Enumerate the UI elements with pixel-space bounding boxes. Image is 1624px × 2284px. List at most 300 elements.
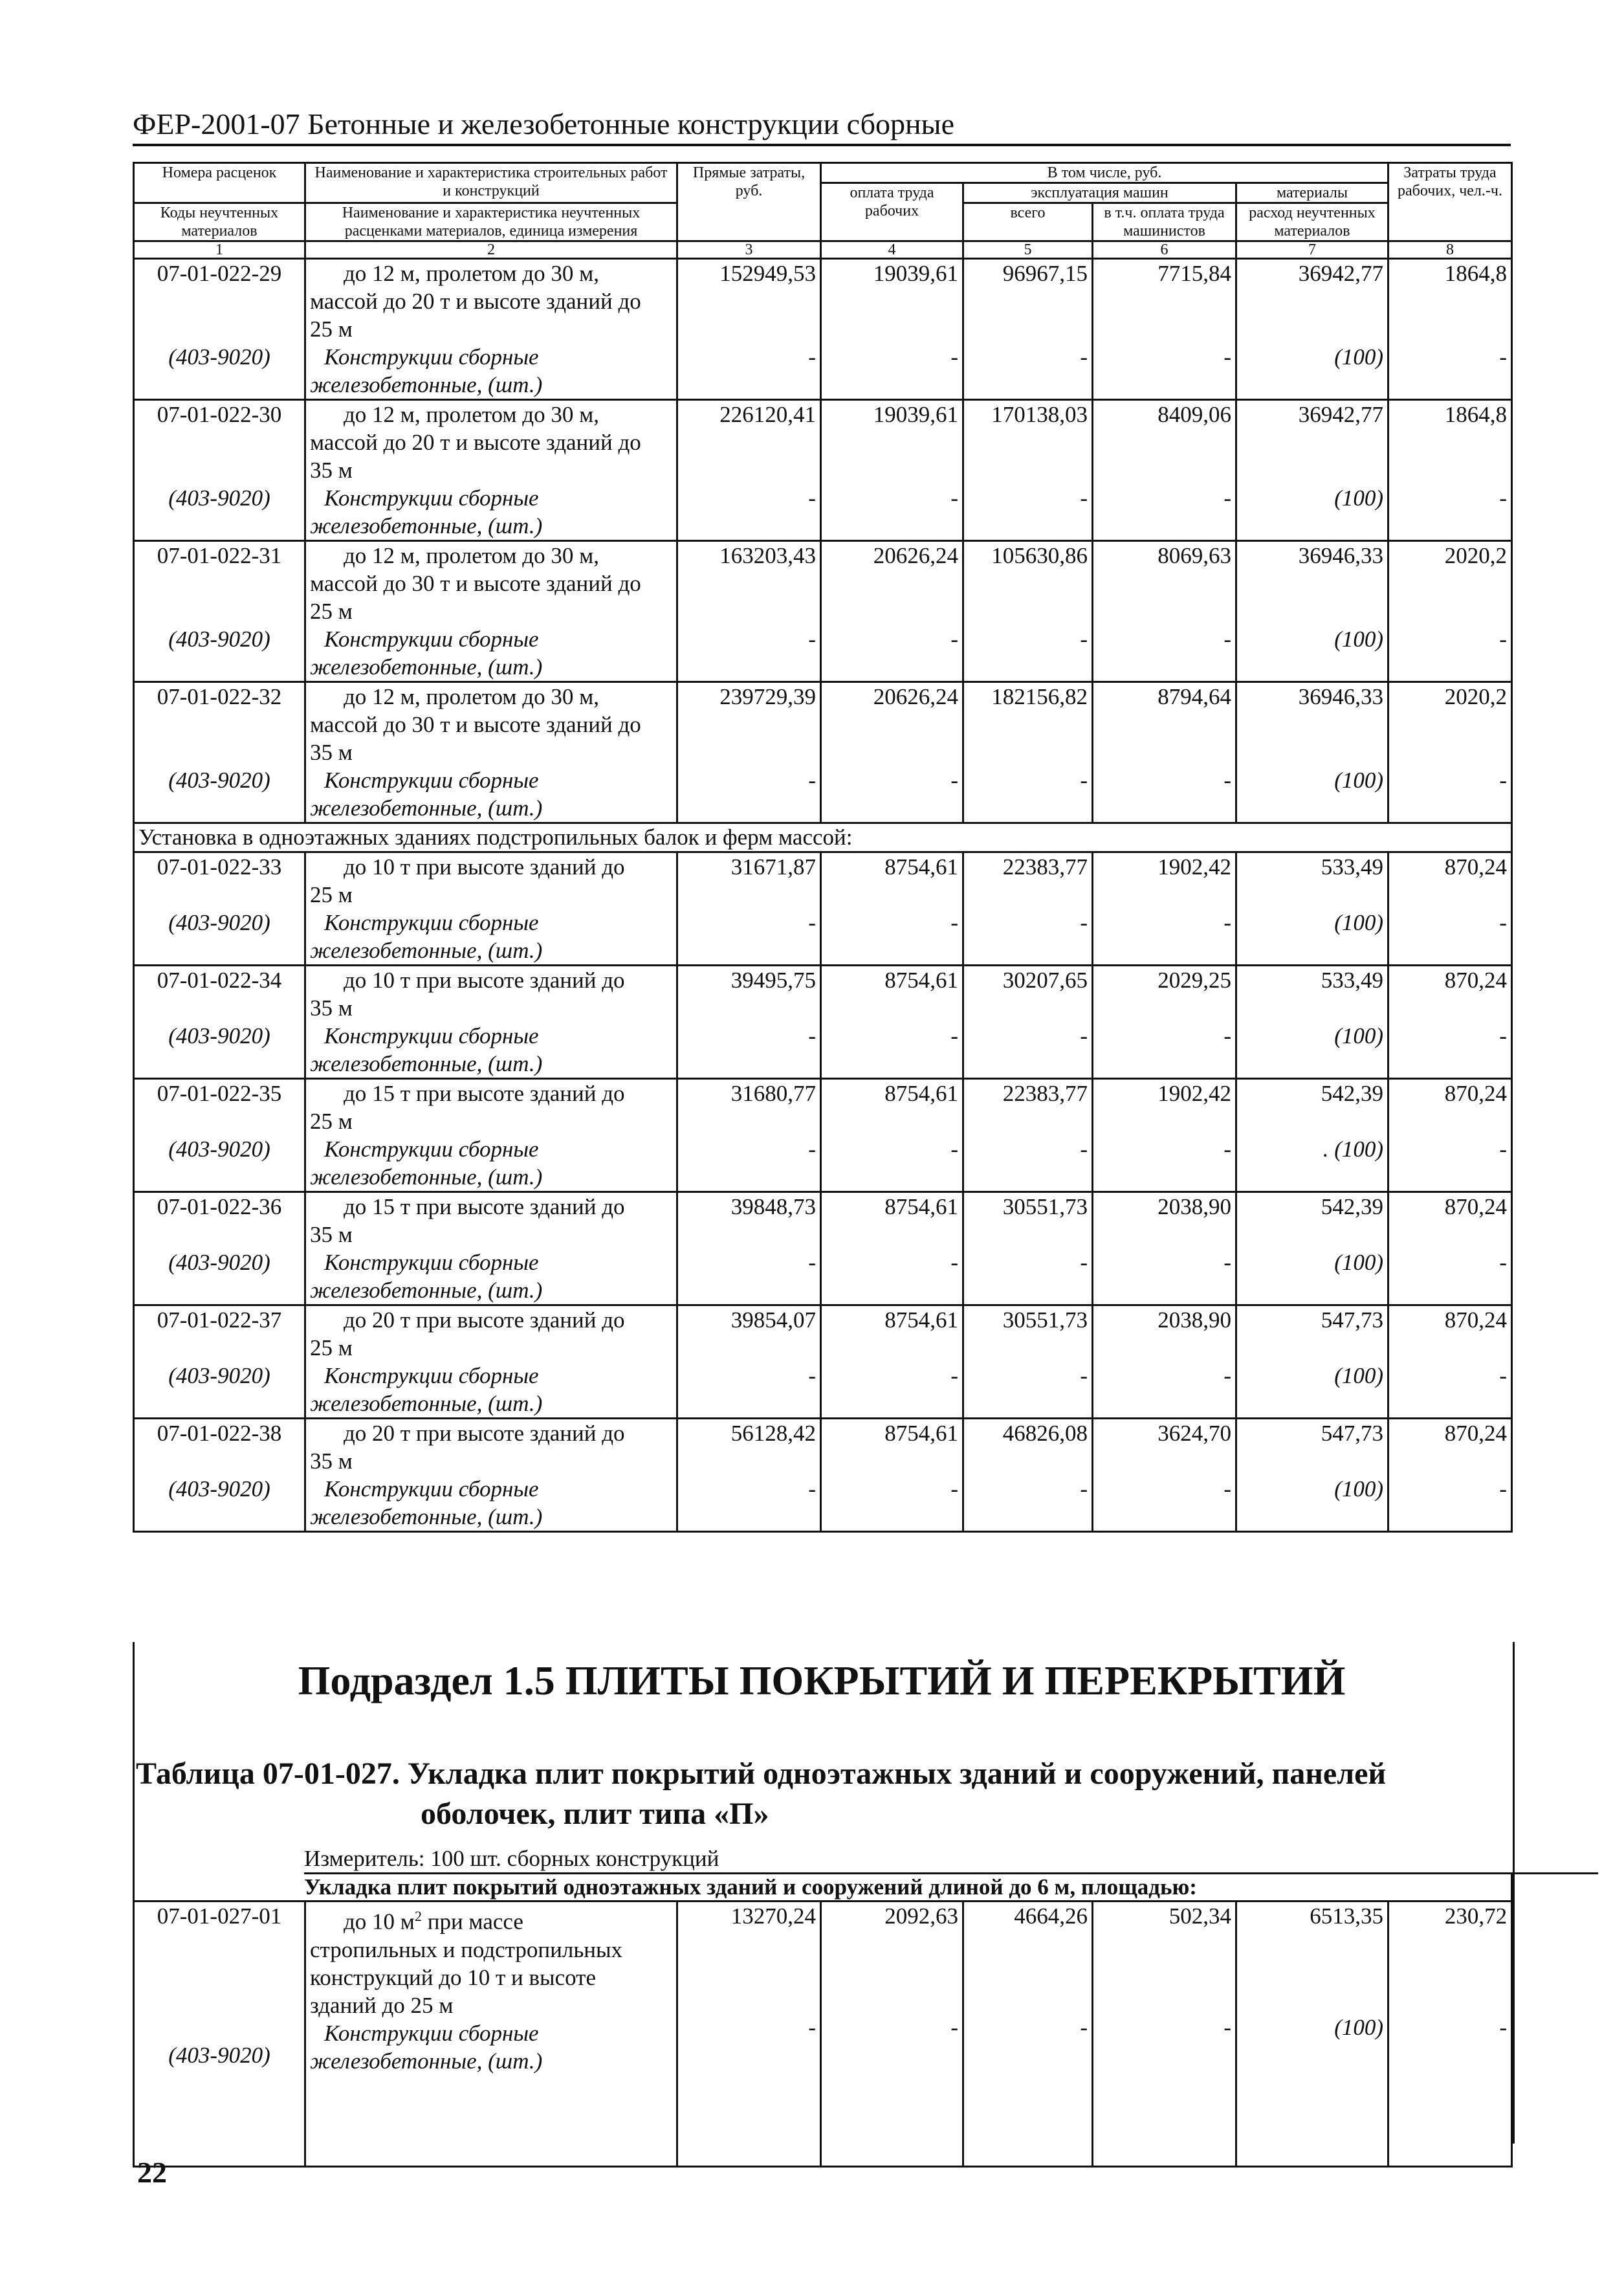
material-dash: - bbox=[950, 1023, 958, 1048]
rate-row bbox=[134, 1079, 1512, 1192]
col-num: 5 bbox=[963, 241, 1093, 259]
material-dash: - bbox=[1223, 1250, 1231, 1275]
rate-value: 8409,06 bbox=[1158, 402, 1231, 427]
rate-row bbox=[134, 259, 1512, 400]
value-machines-total bbox=[963, 682, 1093, 823]
col-num: 6 bbox=[1093, 241, 1236, 259]
rate-desc-line: до 20 т при высоте зданий до bbox=[344, 1307, 625, 1333]
material-dash: - bbox=[808, 1250, 816, 1275]
material-dash: - bbox=[1499, 1136, 1507, 1162]
value-material-consumption bbox=[1236, 682, 1388, 823]
material-dash: - bbox=[808, 485, 816, 511]
rate-value: 163203,43 bbox=[719, 543, 816, 568]
rate-desc-line: до 10 т при высоте зданий до bbox=[344, 968, 625, 993]
rate-description bbox=[305, 852, 677, 966]
rate-value: 870,24 bbox=[1444, 854, 1507, 880]
material-name: Конструкции сборные bbox=[324, 626, 539, 652]
material-dash: - bbox=[1499, 1363, 1507, 1388]
rate-desc-line: зданий до 25 м bbox=[310, 1992, 454, 2018]
value-labor-costs bbox=[1388, 966, 1512, 1079]
material-name: железобетонные, (шт.) bbox=[310, 1391, 543, 1416]
rate-value: 8754,61 bbox=[884, 1307, 958, 1333]
value-worker-wages bbox=[821, 966, 963, 1079]
value-direct-costs bbox=[677, 1192, 821, 1305]
rate-desc-line: 35 м bbox=[310, 1222, 353, 1247]
value-direct-costs bbox=[677, 541, 821, 682]
material-dash: - bbox=[1080, 768, 1088, 793]
value-machines-total: 4664,26 - bbox=[963, 1901, 1093, 2167]
measure-unit: Измеритель: 100 шт. сборных конструкций bbox=[304, 1846, 719, 1871]
material-quantity: (100) bbox=[1334, 485, 1383, 511]
rows-group-a bbox=[134, 259, 1512, 823]
rates-table-container bbox=[133, 162, 1511, 1533]
rate-value: 39495,75 bbox=[730, 968, 816, 993]
value-operator-wages bbox=[1093, 541, 1236, 682]
rate-code-cell bbox=[134, 400, 305, 541]
material-code: (403-9020) bbox=[168, 1023, 270, 1048]
material-dash: - bbox=[1223, 344, 1231, 370]
material-dash: - bbox=[808, 1023, 816, 1048]
material-name: Конструкции сборные bbox=[324, 1023, 539, 1048]
material-dash: - bbox=[808, 626, 816, 652]
rate-desc-line: до 12 м, пролетом до 30 м, bbox=[344, 261, 599, 286]
rate-row bbox=[134, 541, 1512, 682]
material-name: Конструкции сборные bbox=[324, 1136, 539, 1162]
rate-code-cell bbox=[134, 1419, 305, 1532]
material-dash: - bbox=[1080, 1136, 1088, 1162]
material-dash: - bbox=[1499, 1476, 1507, 1502]
value-operator-wages bbox=[1093, 1079, 1236, 1192]
material-dash: - bbox=[1223, 626, 1231, 652]
material-quantity: (100) bbox=[1334, 626, 1383, 652]
rate-value: 870,24 bbox=[1444, 968, 1507, 993]
rate-value: 20626,24 bbox=[873, 543, 958, 568]
rate-code: 07-01-022-35 bbox=[157, 1081, 282, 1106]
value-labor-costs bbox=[1388, 1192, 1512, 1305]
rate-desc-line: до 15 т при высоте зданий до bbox=[344, 1194, 625, 1219]
value-machines-total bbox=[963, 852, 1093, 966]
material-name: железобетонные, (шт.) bbox=[310, 372, 543, 397]
rates-table bbox=[133, 162, 1513, 1533]
rate-value: 8754,61 bbox=[884, 1081, 958, 1106]
material-dash: - bbox=[950, 626, 958, 652]
value-material-consumption bbox=[1236, 1305, 1388, 1419]
value-direct-costs bbox=[677, 852, 821, 966]
rate-desc-line: 25 м bbox=[310, 599, 353, 624]
value-material-consumption bbox=[1236, 541, 1388, 682]
rate-desc-line: 35 м bbox=[310, 458, 353, 483]
rate-description bbox=[305, 259, 677, 400]
value-worker-wages bbox=[821, 1419, 963, 1532]
value-labor-costs bbox=[1388, 852, 1512, 966]
value-worker-wages bbox=[821, 541, 963, 682]
col-num: 4 bbox=[821, 241, 963, 259]
material-quantity: (100) bbox=[1334, 1250, 1383, 1275]
rate-code-cell bbox=[134, 1192, 305, 1305]
material-dash: - bbox=[950, 910, 958, 935]
page-number: 22 bbox=[137, 2156, 167, 2189]
rate-description bbox=[305, 541, 677, 682]
value-worker-wages bbox=[821, 259, 963, 400]
value-operator-wages bbox=[1093, 1305, 1236, 1419]
rate-value: 30207,65 bbox=[1002, 968, 1088, 993]
rate-value: 170138,03 bbox=[991, 402, 1088, 427]
material-dash: - bbox=[1080, 1250, 1088, 1275]
rate-code: 07-01-022-30 bbox=[157, 402, 282, 427]
rate-value: 542,39 bbox=[1321, 1081, 1383, 1106]
header-machines-total: всего bbox=[963, 203, 1093, 241]
material-dash: - bbox=[950, 344, 958, 370]
subsection-title: Подраздел 1.5 ПЛИТЫ ПОКРЫТИЙ И ПЕРЕКРЫТИЙ bbox=[298, 1658, 1346, 1703]
rate-desc-line: до 12 м, пролетом до 30 м, bbox=[344, 684, 599, 709]
value-machines-total bbox=[963, 966, 1093, 1079]
material-name: Конструкции сборные bbox=[324, 344, 539, 370]
rate-value: 36942,77 bbox=[1298, 261, 1383, 286]
rate-description bbox=[305, 1901, 677, 2167]
table-title-line1: Таблица 07-01-027. Укладка плит покрытий одноэтажных зданий и сооружений, панелей bbox=[136, 1757, 1387, 1791]
rate-value: 30551,73 bbox=[1002, 1307, 1088, 1333]
value-labor-costs bbox=[1388, 400, 1512, 541]
rate-desc-line: конструкций до 10 т и высоте bbox=[310, 1964, 596, 1990]
material-name: Конструкции сборные bbox=[324, 1476, 539, 1502]
header-material-consumption: расход неучтенных материалов bbox=[1236, 203, 1388, 241]
rate-code-cell bbox=[134, 541, 305, 682]
value-worker-wages bbox=[821, 400, 963, 541]
value-material-consumption: 6513,35 (100) bbox=[1236, 1901, 1388, 2167]
table-title-line2: оболочек, плит типа «П» bbox=[421, 1797, 769, 1831]
rate-value: 1902,42 bbox=[1158, 854, 1231, 880]
value-operator-wages bbox=[1093, 1419, 1236, 1532]
material-dash: - bbox=[1499, 768, 1507, 793]
material-name: железобетонные, (шт.) bbox=[310, 1504, 543, 1529]
material-quantity: (100) bbox=[1334, 910, 1383, 935]
rate-value: 8754,61 bbox=[884, 1194, 958, 1219]
rate-code-cell bbox=[134, 1305, 305, 1419]
rate-desc-line: массой до 20 т и высоте зданий до bbox=[310, 289, 641, 314]
value-material-consumption bbox=[1236, 259, 1388, 400]
rate-value: 7715,84 bbox=[1158, 261, 1231, 286]
rate-description bbox=[305, 966, 677, 1079]
rate-value: 56128,42 bbox=[730, 1421, 816, 1446]
value-material-consumption bbox=[1236, 1079, 1388, 1192]
rate-description bbox=[305, 400, 677, 541]
material-dash: - bbox=[1499, 1250, 1507, 1275]
material-dash: - bbox=[1499, 485, 1507, 511]
rate-value: 870,24 bbox=[1444, 1307, 1507, 1333]
table-027 bbox=[133, 1874, 1513, 2168]
material-dash: - bbox=[1080, 344, 1088, 370]
rate-desc-line: до 20 т при высоте зданий до bbox=[344, 1421, 625, 1446]
rate-value: 19039,61 bbox=[873, 402, 958, 427]
rate-code: 07-01-022-33 bbox=[157, 854, 282, 880]
value-material-consumption bbox=[1236, 1419, 1388, 1532]
rate-code-cell bbox=[134, 259, 305, 400]
material-dash: - bbox=[1080, 910, 1088, 935]
value-worker-wages bbox=[821, 1079, 963, 1192]
rate-value: 46826,08 bbox=[1002, 1421, 1088, 1446]
material-name: Конструкции сборные bbox=[324, 1363, 539, 1388]
rate-value: 36946,33 bbox=[1298, 684, 1383, 709]
material-quantity: (100) bbox=[1334, 1476, 1383, 1502]
rate-desc-line: 25 м bbox=[310, 1335, 353, 1360]
header-machine-operation: эксплуатация машин bbox=[963, 183, 1236, 203]
rate-value: 30551,73 bbox=[1002, 1194, 1088, 1219]
value-machines-total bbox=[963, 400, 1093, 541]
value-direct-costs bbox=[677, 1305, 821, 1419]
material-dash: - bbox=[950, 1476, 958, 1502]
table-title bbox=[136, 1754, 1514, 1834]
material-name: Конструкции сборные bbox=[324, 2020, 539, 2046]
rate-code: 07-01-022-29 bbox=[157, 261, 282, 286]
value-labor-costs bbox=[1388, 1419, 1512, 1532]
rate-desc-line: стропильных и подстропильных bbox=[310, 1936, 623, 1962]
value-material-consumption bbox=[1236, 1192, 1388, 1305]
rate-value: 105630,86 bbox=[991, 543, 1088, 568]
rows-group-b bbox=[134, 852, 1512, 1532]
col-num: 3 bbox=[677, 241, 821, 259]
value-operator-wages bbox=[1093, 259, 1236, 400]
rate-value: 8069,63 bbox=[1158, 543, 1231, 568]
material-quantity: (100) bbox=[1334, 1023, 1383, 1048]
rate-value: 547,73 bbox=[1321, 1421, 1383, 1446]
value-labor-costs bbox=[1388, 541, 1512, 682]
running-header: ФЕР-2001-07 Бетонные и железобетонные конструкции сборные bbox=[133, 107, 1511, 146]
header-work-name: Наименование и характеристика строительных работ и конструкций bbox=[305, 163, 677, 203]
rate-value: 542,39 bbox=[1321, 1194, 1383, 1219]
material-name: железобетонные, (шт.) bbox=[310, 513, 543, 538]
value-machines-total bbox=[963, 1079, 1093, 1192]
value-direct-costs bbox=[677, 966, 821, 1079]
rate-value: 547,73 bbox=[1321, 1307, 1383, 1333]
value-machines-total bbox=[963, 259, 1093, 400]
rate-description bbox=[305, 1419, 677, 1532]
header-worker-wages: оплата труда рабочих bbox=[821, 183, 963, 241]
rate-code: 07-01-022-38 bbox=[157, 1421, 282, 1446]
rate-value: 2038,90 bbox=[1158, 1194, 1231, 1219]
rate-desc-line: 25 м bbox=[310, 1109, 353, 1134]
material-code: (403-9020) bbox=[168, 1476, 270, 1502]
rate-value: 8754,61 bbox=[884, 968, 958, 993]
rate-row bbox=[134, 1419, 1512, 1532]
value-worker-wages: 2092,63 - bbox=[821, 1901, 963, 2167]
group-heading: Установка в одноэтажных зданиях подстропильных балок и ферм массой: bbox=[134, 823, 1512, 852]
material-quantity: (100) bbox=[1334, 1363, 1383, 1388]
header-rate-numbers: Номера расценок bbox=[134, 163, 305, 203]
material-code: (403-9020) bbox=[168, 1363, 270, 1388]
rate-value: 533,49 bbox=[1321, 854, 1383, 880]
value-operator-wages bbox=[1093, 400, 1236, 541]
value-direct-costs bbox=[677, 1079, 821, 1192]
rate-desc-line: до 15 т при высоте зданий до bbox=[344, 1081, 625, 1106]
rate-value: 870,24 bbox=[1444, 1194, 1507, 1219]
rate-code-cell bbox=[134, 1079, 305, 1192]
table-027-container bbox=[133, 1874, 1511, 2168]
rate-desc-line: до 10 $м^2$ при массе bbox=[344, 1908, 523, 1935]
value-direct-costs bbox=[677, 682, 821, 823]
value-direct-costs: 13270,24 - bbox=[677, 1901, 821, 2167]
header-direct-costs: Прямые затраты, руб. bbox=[677, 163, 821, 241]
value-material-consumption bbox=[1236, 852, 1388, 966]
group-heading-beams bbox=[134, 823, 1512, 852]
value-operator-wages bbox=[1093, 966, 1236, 1079]
material-dash: - bbox=[1223, 485, 1231, 511]
rate-desc-line: 25 м bbox=[310, 882, 353, 907]
rate-value: 39854,07 bbox=[730, 1307, 816, 1333]
material-dash: - bbox=[950, 485, 958, 511]
rate-code-cell bbox=[134, 966, 305, 1079]
material-code: (403-9020) bbox=[168, 626, 270, 652]
rate-row bbox=[134, 852, 1512, 966]
col-num: 2 bbox=[305, 241, 677, 259]
value-labor-costs bbox=[1388, 1079, 1512, 1192]
rate-value: 39848,73 bbox=[730, 1194, 816, 1219]
header-in-total: В том числе, руб. bbox=[821, 163, 1388, 183]
rate-row bbox=[134, 1192, 1512, 1305]
material-dash: - bbox=[1223, 1136, 1231, 1162]
value-direct-costs bbox=[677, 259, 821, 400]
material-dash: - bbox=[1080, 485, 1088, 511]
rate-value: 31671,87 bbox=[730, 854, 816, 880]
material-name: Конструкции сборные bbox=[324, 1250, 539, 1275]
col-num: 7 bbox=[1236, 241, 1388, 259]
rate-row bbox=[134, 1305, 1512, 1419]
material-dash: - bbox=[1499, 910, 1507, 935]
material-name: железобетонные, (шт.) bbox=[310, 654, 543, 680]
col-num: 1 bbox=[134, 241, 305, 259]
material-dash: - bbox=[808, 344, 816, 370]
rate-desc-line: массой до 30 т и высоте зданий до bbox=[310, 571, 641, 596]
material-dash: - bbox=[1499, 626, 1507, 652]
rate-value: 8794,64 bbox=[1158, 684, 1231, 709]
value-material-consumption bbox=[1236, 966, 1388, 1079]
material-dash: - bbox=[1223, 768, 1231, 793]
value-operator-wages bbox=[1093, 1192, 1236, 1305]
value-direct-costs bbox=[677, 1419, 821, 1532]
value-operator-wages: 502,34 - bbox=[1093, 1901, 1236, 2167]
material-dash: - bbox=[1499, 344, 1507, 370]
rate-desc-line: 25 м bbox=[310, 316, 353, 342]
rate-value: 152949,53 bbox=[719, 261, 816, 286]
rate-value: 2020,2 bbox=[1444, 543, 1507, 568]
material-quantity: . (100) bbox=[1322, 1136, 1383, 1162]
rate-desc-line: 35 м bbox=[310, 995, 353, 1021]
rate-value: 226120,41 bbox=[719, 402, 816, 427]
material-quantity: (100) bbox=[1334, 344, 1383, 370]
rate-value: 182156,82 bbox=[991, 684, 1088, 709]
header-materials: материалы bbox=[1236, 183, 1388, 203]
material-dash: - bbox=[950, 1250, 958, 1275]
material-dash: - bbox=[1080, 1023, 1088, 1048]
material-dash: - bbox=[1223, 910, 1231, 935]
rate-description bbox=[305, 1192, 677, 1305]
material-dash: - bbox=[950, 768, 958, 793]
value-worker-wages bbox=[821, 682, 963, 823]
material-name: железобетонные, (шт.) bbox=[310, 938, 543, 963]
material-dash: - bbox=[808, 768, 816, 793]
value-machines-total bbox=[963, 1419, 1093, 1532]
rate-code-cell bbox=[134, 1901, 305, 2167]
material-code: (403-9020) bbox=[168, 2043, 270, 2068]
rate-value: 20626,24 bbox=[873, 684, 958, 709]
rate-code-cell bbox=[134, 682, 305, 823]
value-operator-wages bbox=[1093, 852, 1236, 966]
value-direct-costs bbox=[677, 400, 821, 541]
rate-value: 239729,39 bbox=[719, 684, 816, 709]
rate-value: 870,24 bbox=[1444, 1081, 1507, 1106]
rate-code-cell bbox=[134, 852, 305, 966]
rate-row bbox=[134, 400, 1512, 541]
material-dash: - bbox=[808, 1476, 816, 1502]
material-dash: - bbox=[808, 910, 816, 935]
rate-desc-line: до 12 м, пролетом до 30 м, bbox=[344, 402, 599, 427]
group-heading-slabs: Укладка плит покрытий одноэтажных зданий и сооружений длиной до 6 м, площадью: bbox=[134, 1874, 1512, 1901]
material-dash: - bbox=[1223, 1363, 1231, 1388]
rate-value: 2038,90 bbox=[1158, 1307, 1231, 1333]
material-name: железобетонные, (шт.) bbox=[310, 1051, 543, 1076]
material-dash: - bbox=[1080, 626, 1088, 652]
rate-desc-line: 35 м bbox=[310, 740, 353, 765]
rate-value: 19039,61 bbox=[873, 261, 958, 286]
material-name: железобетонные, (шт.) bbox=[310, 1278, 543, 1303]
value-labor-costs: 230,72 - bbox=[1388, 1901, 1512, 2167]
material-dash: - bbox=[1223, 1023, 1231, 1048]
value-machines-total bbox=[963, 1305, 1093, 1419]
rate-value: 36946,33 bbox=[1298, 543, 1383, 568]
rate-value: 1864,8 bbox=[1444, 402, 1507, 427]
rate-value: 1902,42 bbox=[1158, 1081, 1231, 1106]
material-code: (403-9020) bbox=[168, 344, 270, 370]
material-code: (403-9020) bbox=[168, 1250, 270, 1275]
material-dash: - bbox=[950, 1363, 958, 1388]
header-material-names: Наименование и характеристика неучтенных расценками материалов, единица измерения bbox=[305, 203, 677, 241]
rate-value: 22383,77 bbox=[1002, 1081, 1088, 1106]
value-machines-total bbox=[963, 541, 1093, 682]
material-name: железобетонные, (шт.) bbox=[310, 795, 543, 821]
rate-code: 07-01-022-31 bbox=[157, 543, 282, 568]
rate-code: 07-01-027-01 bbox=[157, 1903, 282, 1929]
rate-description bbox=[305, 1079, 677, 1192]
rate-description bbox=[305, 1305, 677, 1419]
value-labor-costs bbox=[1388, 1305, 1512, 1419]
material-dash: - bbox=[1080, 1363, 1088, 1388]
material-name: Конструкции сборные bbox=[324, 485, 539, 511]
rate-code: 07-01-022-34 bbox=[157, 968, 282, 993]
value-worker-wages bbox=[821, 1192, 963, 1305]
rate-code: 07-01-022-36 bbox=[157, 1194, 282, 1219]
material-quantity: (100) bbox=[1334, 768, 1383, 793]
header-operator-wages: в т.ч. оплата труда машинистов bbox=[1093, 203, 1236, 241]
material-dash: - bbox=[808, 1363, 816, 1388]
value-worker-wages bbox=[821, 852, 963, 966]
material-code: (403-9020) bbox=[168, 485, 270, 511]
rate-value: 533,49 bbox=[1321, 968, 1383, 993]
rate-value: 22383,77 bbox=[1002, 854, 1088, 880]
material-dash: - bbox=[1080, 1476, 1088, 1502]
material-dash: - bbox=[1223, 1476, 1231, 1502]
material-name: железобетонные, (шт.) bbox=[310, 1164, 543, 1190]
rate-row bbox=[134, 682, 1512, 823]
rate-value: 2020,2 bbox=[1444, 684, 1507, 709]
rate-value: 8754,61 bbox=[884, 1421, 958, 1446]
rate-description bbox=[305, 682, 677, 823]
value-operator-wages bbox=[1093, 682, 1236, 823]
rate-code: 07-01-022-32 bbox=[157, 684, 282, 709]
material-name: железобетонные, (шт.) bbox=[310, 2048, 543, 2074]
rate-desc-line: массой до 30 т и высоте зданий до bbox=[310, 712, 641, 737]
rate-value: 96967,15 bbox=[1002, 261, 1088, 286]
rate-desc-line: 35 м bbox=[310, 1448, 353, 1474]
value-labor-costs bbox=[1388, 259, 1512, 400]
